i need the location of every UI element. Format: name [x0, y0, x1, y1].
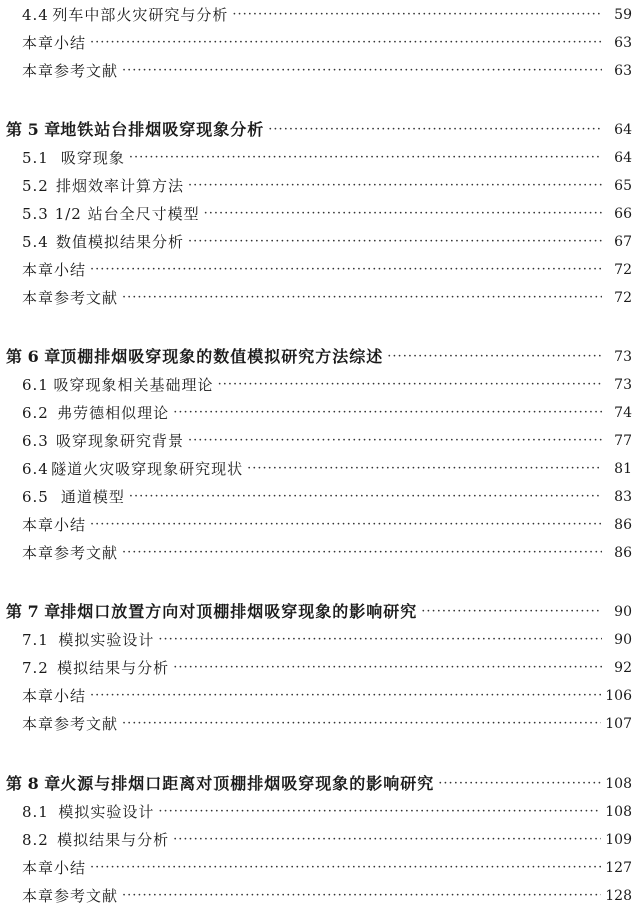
toc-entry-number: 5.3 [22, 205, 49, 223]
toc-entry-title: 吸穿现象 [60, 149, 125, 167]
dot-leader [188, 230, 602, 254]
toc-entry-title: 隧道火灾吸穿现象研究现状 [51, 460, 244, 478]
toc-page-number: 63 [614, 63, 632, 79]
toc-section-entry[interactable] [0, 884, 632, 908]
toc-page-number: 77 [614, 433, 632, 449]
toc-page-number: 127 [605, 860, 632, 876]
toc-page-number: 73 [614, 377, 632, 393]
dot-leader [122, 884, 601, 908]
toc-entry-number: 7.1 [22, 631, 49, 649]
toc-chapter-entry[interactable] [0, 345, 632, 369]
toc-page-number: 106 [605, 688, 632, 704]
toc-page-number: 64 [614, 122, 632, 138]
toc-entry-title: 排烟效率计算方法 [55, 177, 184, 195]
toc-entry-title: 顶棚排烟吸穿现象的数值模拟研究方法综述 [60, 347, 384, 366]
dot-leader [173, 656, 602, 680]
toc-page-number: 109 [605, 832, 632, 848]
toc-entry-number: 6.2 [22, 404, 49, 422]
toc-section-entry[interactable] [0, 230, 632, 254]
toc-section-entry[interactable] [0, 401, 632, 425]
dot-leader [122, 286, 602, 310]
toc-section-entry[interactable] [0, 513, 632, 537]
toc-entry-title: 本章小结 [22, 516, 87, 534]
dot-leader [173, 401, 602, 425]
toc-page-number: 108 [605, 776, 632, 792]
toc-entry-number: 第 6 章 [6, 347, 61, 366]
toc-entry-title: 1/2 站台全尺寸模型 [54, 205, 200, 223]
toc-section-entry[interactable] [0, 828, 632, 852]
toc-page-number: 66 [614, 206, 632, 222]
toc-page-number: 83 [614, 489, 632, 505]
toc-entry-title: 模拟实验设计 [58, 631, 155, 649]
toc-entry-title: 模拟结果与分析 [57, 659, 170, 677]
toc-page-number: 74 [614, 405, 632, 421]
toc-entry-title: 本章小结 [22, 34, 87, 52]
toc-entry-number: 第 7 章 [6, 602, 61, 621]
toc-page-number: 90 [614, 632, 632, 648]
toc-section-entry[interactable] [0, 628, 632, 652]
toc-page-number: 108 [605, 804, 632, 820]
toc-entry-title: 本章参考文献 [22, 289, 119, 307]
toc-entry-title: 本章小结 [22, 687, 87, 705]
toc-page-number: 90 [614, 604, 632, 620]
toc-entry-title: 吸穿现象研究背景 [55, 432, 184, 450]
toc-page-number: 86 [614, 517, 632, 533]
dot-leader [90, 684, 601, 708]
toc-chapter-entry[interactable] [0, 772, 632, 796]
dot-leader [122, 59, 602, 83]
toc-section-entry[interactable] [0, 146, 632, 170]
toc-entry-title: 弗劳德相似理论 [57, 404, 170, 422]
toc-entry-title: 本章参考文献 [22, 544, 119, 562]
toc-page-number: 72 [614, 290, 632, 306]
dot-leader [158, 800, 601, 824]
toc-entry-number: 8.1 [22, 803, 49, 821]
toc-page-number: 107 [605, 716, 632, 732]
toc-entry-title: 吸穿现象相关基础理论 [53, 376, 214, 394]
toc-entry-title: 本章小结 [22, 261, 87, 279]
toc-section-entry[interactable] [0, 429, 632, 453]
dot-leader [218, 373, 602, 397]
toc-page-number: 72 [614, 262, 632, 278]
toc-section-entry[interactable] [0, 712, 632, 736]
dot-leader [268, 118, 602, 142]
toc-entry-title: 火源与排烟口距离对顶棚排烟吸穿现象的影响研究 [60, 774, 435, 793]
toc-entry-number: 6.3 [22, 432, 49, 450]
toc-section-entry[interactable] [0, 59, 632, 83]
toc-section-entry[interactable] [0, 800, 632, 824]
dot-leader [90, 31, 602, 55]
dot-leader [387, 345, 602, 369]
toc-entry-title: 本章小结 [22, 859, 87, 877]
toc-entry-number: 7.2 [22, 659, 49, 677]
toc-entry-number: 5.1 [22, 149, 49, 167]
dot-leader [129, 146, 602, 170]
toc-entry-title: 模拟结果与分析 [57, 831, 170, 849]
dot-leader [247, 457, 602, 481]
dot-leader [90, 513, 602, 537]
toc-entry-title: 排烟口放置方向对顶棚排烟吸穿现象的影响研究 [60, 602, 418, 621]
toc-page-number: 64 [614, 150, 632, 166]
toc-entry-number: 5.4 [22, 233, 49, 251]
toc-page-number: 73 [614, 349, 632, 365]
dot-leader [129, 485, 602, 509]
toc-entry-title: 本章参考文献 [22, 887, 119, 905]
toc-page-number: 86 [614, 545, 632, 561]
toc-section-entry[interactable] [0, 202, 632, 226]
dot-leader [188, 174, 602, 198]
toc-entry-number: 第 5 章 [6, 120, 61, 139]
toc-page-number: 65 [614, 178, 632, 194]
dot-leader [90, 856, 601, 880]
toc-entry-title: 通道模型 [60, 488, 125, 506]
toc-section-entry[interactable] [0, 3, 632, 27]
dot-leader [232, 3, 602, 27]
toc-entry-number: 4.4 [22, 6, 49, 24]
dot-leader [438, 772, 601, 796]
toc-entry-title: 模拟实验设计 [58, 803, 155, 821]
toc-section-entry[interactable] [0, 286, 632, 310]
toc-section-entry[interactable] [0, 656, 632, 680]
toc-section-entry[interactable] [0, 684, 632, 708]
toc-entry-title: 地铁站台排烟吸穿现象分析 [60, 120, 265, 139]
toc-section-entry[interactable] [0, 31, 632, 55]
toc-entry-title: 本章参考文献 [22, 715, 119, 733]
toc-page-number: 63 [614, 35, 632, 51]
toc-page-number: 81 [614, 461, 632, 477]
toc-entry-title: 本章参考文献 [22, 62, 119, 80]
dot-leader [122, 541, 602, 565]
dot-leader [188, 429, 602, 453]
toc-page-number: 67 [614, 234, 632, 250]
dot-leader [173, 828, 601, 852]
toc-entry-title: 数值模拟结果分析 [55, 233, 184, 251]
dot-leader [122, 712, 601, 736]
dot-leader [158, 628, 602, 652]
toc-section-entry[interactable] [0, 373, 632, 397]
toc-entry-number: 6.5 [22, 488, 49, 506]
toc-section-entry[interactable] [0, 457, 632, 481]
toc-entry-number: 第 8 章 [6, 774, 61, 793]
toc-section-entry[interactable] [0, 485, 632, 509]
toc-section-entry[interactable] [0, 541, 632, 565]
toc-entry-number: 6.4 [22, 460, 49, 478]
toc-section-entry[interactable] [0, 174, 632, 198]
toc-chapter-entry[interactable] [0, 118, 632, 142]
toc-section-entry[interactable] [0, 856, 632, 880]
toc-section-entry[interactable] [0, 258, 632, 282]
dot-leader [421, 600, 602, 624]
toc-entry-number: 8.2 [22, 831, 49, 849]
dot-leader [90, 258, 602, 282]
toc-page-number: 59 [614, 7, 632, 23]
toc-page-number: 128 [605, 888, 632, 904]
toc-entry-number: 5.2 [22, 177, 49, 195]
toc-entry-title: 列车中部火灾研究与分析 [52, 6, 229, 24]
dot-leader [204, 202, 602, 226]
toc-chapter-entry[interactable] [0, 600, 632, 624]
toc-page-number: 92 [614, 660, 632, 676]
toc-entry-number: 6.1 [22, 376, 49, 394]
